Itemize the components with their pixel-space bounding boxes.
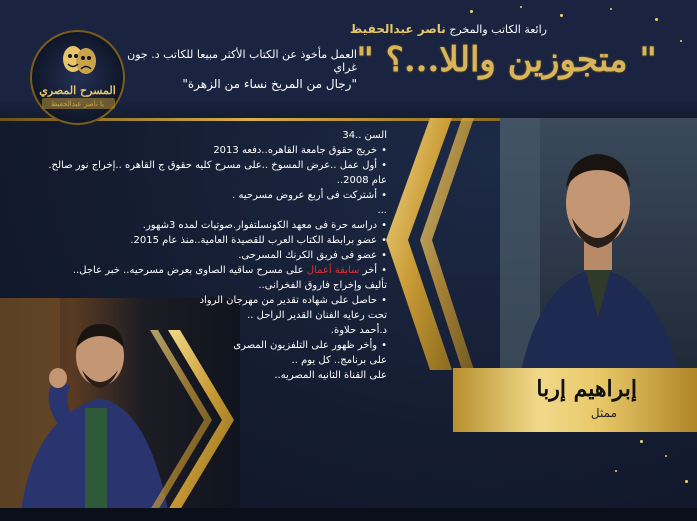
bio-line: • عضو فى فريق الكرنك المسرحى. bbox=[117, 248, 387, 263]
bio-line: • أول عمل ..عرض المسوخ ..على مسرح كليه حقوق ج القاهره ..إخراج نور صالح. bbox=[117, 158, 387, 173]
bio-line: • عضو برابطة الكتاب العرب للقصيدة العامية..منذ عام 2015. bbox=[117, 233, 387, 248]
bio-line: على القناة الثانيه المصريه.. bbox=[274, 370, 387, 381]
bio-line: تأليف وإخراج فاروق الفخرانى.. bbox=[258, 280, 387, 291]
credit-name: ناصر عبدالحفيظ bbox=[349, 22, 446, 36]
bio-line: • حاصل على شهاده تقدير من مهرجان الرواد bbox=[117, 293, 387, 308]
bio-list bbox=[48, 128, 387, 383]
source-line-2: "رجال من المريخ نساء من الزهرة" bbox=[182, 77, 357, 91]
actor-name-plate bbox=[453, 368, 697, 432]
bottom-bar bbox=[0, 508, 697, 521]
actor-role: ممثل bbox=[590, 406, 617, 420]
bio-line: د.أحمد حلاوة. bbox=[330, 325, 387, 336]
bio-line: • وأخر ظهور على التلفزيون المصرى bbox=[117, 338, 387, 353]
bio-line: على برنامج.. كل يوم .. bbox=[291, 355, 387, 366]
bio-text: على مسرح ساقيه الصاوى بعرض مسرحيه.. خبر عاجل.. bbox=[72, 265, 304, 276]
credit-prefix: رائعة الكاتب والمخرج bbox=[449, 23, 547, 36]
bio-line bbox=[72, 263, 387, 278]
bio-line: تحت رعايه الفنان القدير الراحل .. bbox=[247, 310, 387, 321]
logo-title: المسرح المصري bbox=[39, 84, 116, 97]
logo-subtitle: يا ناصر عبدالحفيظ bbox=[50, 100, 105, 108]
actor-name: إبراهيم إربا bbox=[536, 376, 637, 402]
bio-text: أخر bbox=[362, 265, 378, 276]
play-title: " متجوزين واللا...؟ " bbox=[356, 40, 657, 80]
bio-line: • أشتركت فى أربع عروض مسرحيه . bbox=[117, 188, 387, 203]
bio-line: ... bbox=[377, 205, 387, 216]
bio-line: السن ..34 bbox=[342, 130, 387, 141]
bio-line: عام 2008.. bbox=[336, 175, 387, 186]
bio-line: • دراسه حرة فى معهد الكونسلتفوار.صوتيات لمده 3شهور. bbox=[117, 218, 387, 233]
bio-highlight: سابقة أعمال bbox=[306, 265, 360, 276]
source-line-1: العمل مأخوذ عن الكتاب الأكثر مبيعا للكاتب د. جون غراي bbox=[127, 48, 357, 74]
bio-line: • خريج حقوق جامعة القاهره..دفعه 2013 bbox=[117, 143, 387, 158]
